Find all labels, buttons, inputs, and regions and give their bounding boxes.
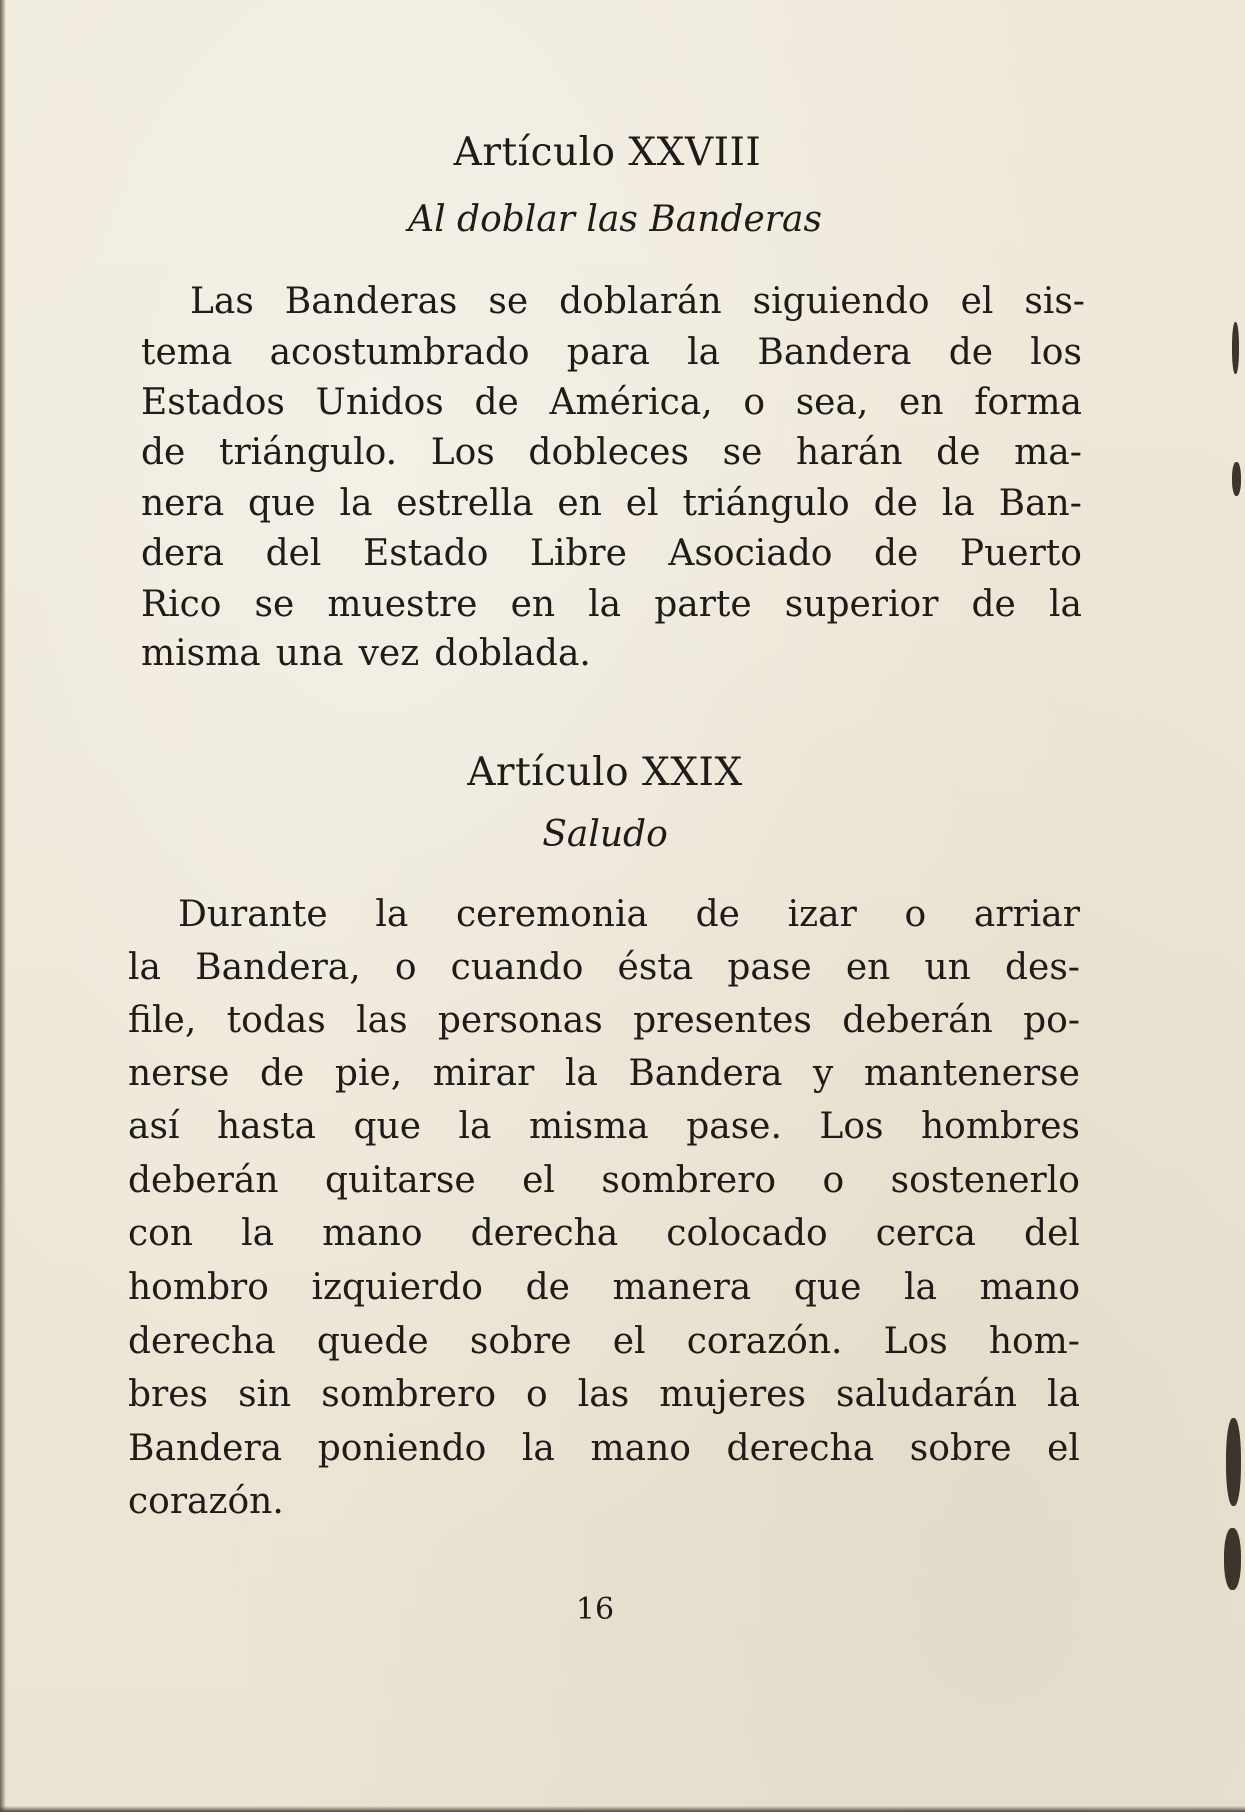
word: sombrero: [321, 1374, 496, 1415]
word: Los: [430, 432, 495, 473]
text-line: [128, 999, 1080, 1043]
text-line: [128, 1052, 1080, 1096]
word: de: [525, 1267, 570, 1308]
word: los: [1030, 332, 1082, 373]
word: la: [1048, 584, 1082, 625]
word: presentes: [633, 1000, 812, 1041]
word: Puerto: [959, 533, 1082, 574]
word: así: [128, 1106, 180, 1147]
word: corazón.: [686, 1321, 843, 1362]
word: muestre: [327, 584, 478, 625]
word: corazón.: [128, 1481, 284, 1522]
word: misma: [528, 1106, 649, 1147]
word: doblada.: [434, 633, 591, 674]
word: de: [260, 1053, 305, 1094]
word: sobre: [469, 1321, 572, 1362]
word: superior: [784, 584, 939, 625]
word: o: [822, 1160, 845, 1201]
text-line: [128, 1212, 1080, 1256]
word: sombrero: [601, 1160, 777, 1201]
word: ma-: [1014, 432, 1082, 473]
word: forma: [974, 382, 1082, 423]
page-bottom-edge: [0, 1806, 1245, 1812]
word: Bandera: [757, 332, 912, 373]
word: parte: [654, 584, 752, 625]
word: la: [375, 894, 409, 935]
word: para: [566, 332, 650, 373]
text-line: [141, 331, 1082, 375]
word: mano: [590, 1428, 691, 1469]
word: Rico: [141, 584, 222, 625]
word: bres: [128, 1374, 209, 1415]
word: se: [254, 584, 295, 625]
article-29-subheading: Saludo: [542, 814, 668, 855]
word: pase: [727, 947, 812, 988]
text-line: [141, 583, 1082, 627]
edge-stain: [1232, 322, 1239, 374]
text-line: [128, 1320, 1080, 1364]
word: hombro: [128, 1267, 269, 1308]
word: derecha: [726, 1428, 875, 1469]
word: la: [687, 332, 721, 373]
word: de: [141, 432, 186, 473]
word: Estado: [362, 533, 489, 574]
word: el: [522, 1160, 555, 1201]
word: Banderas: [284, 281, 458, 322]
word: personas: [437, 1000, 603, 1041]
word: sobre: [909, 1428, 1012, 1469]
word: quitarse: [325, 1160, 476, 1201]
word: América,: [549, 382, 713, 423]
word: la: [128, 947, 161, 988]
word: manera: [612, 1267, 752, 1308]
word: la: [241, 1213, 275, 1254]
word: hom-: [988, 1321, 1080, 1362]
word: derecha: [470, 1213, 619, 1254]
word: dera: [141, 533, 225, 574]
word: tema: [141, 332, 233, 373]
word: las: [356, 1000, 408, 1041]
word: po-: [1023, 1000, 1080, 1041]
word: quede: [316, 1321, 429, 1362]
word: del: [1024, 1213, 1080, 1254]
word: estrella: [396, 483, 534, 524]
word: el: [625, 483, 659, 524]
word: la: [339, 483, 373, 524]
word: colocado: [666, 1213, 828, 1254]
word: pase.: [686, 1106, 782, 1147]
word: la: [564, 1053, 598, 1094]
text-line: [190, 280, 1085, 324]
word: sis-: [1024, 281, 1085, 322]
word: nera: [141, 483, 225, 524]
word: y: [812, 1053, 834, 1094]
word: el: [960, 281, 994, 322]
word: en: [845, 947, 891, 988]
word: vez: [358, 633, 420, 674]
word: pie,: [334, 1053, 403, 1094]
word: nerse: [128, 1053, 230, 1094]
word: siguiendo: [752, 281, 930, 322]
word: en: [557, 483, 602, 524]
word: que: [353, 1106, 422, 1147]
word: o: [394, 947, 417, 988]
text-line: [141, 632, 1082, 676]
word: de: [873, 483, 918, 524]
text-line: [128, 1427, 1080, 1471]
word: des-: [1004, 947, 1080, 988]
word: que: [248, 483, 316, 524]
word: dobleces: [528, 432, 689, 473]
word: deberán: [128, 1160, 279, 1201]
word: hombres: [920, 1106, 1080, 1147]
word: deberán: [842, 1000, 993, 1041]
text-line: [128, 1266, 1080, 1310]
word: Asociado: [668, 533, 833, 574]
word: file,: [128, 1000, 197, 1041]
word: Libre: [529, 533, 627, 574]
edge-stain: [1232, 462, 1241, 496]
word: cerca: [875, 1213, 977, 1254]
page-left-edge: [0, 0, 6, 1812]
word: izquierdo: [311, 1267, 483, 1308]
word: de: [695, 894, 740, 935]
word: de: [936, 432, 981, 473]
word: o: [526, 1374, 548, 1415]
word: la: [588, 584, 622, 625]
word: que: [793, 1267, 862, 1308]
word: mano: [322, 1213, 423, 1254]
text-line: [141, 482, 1082, 526]
text-line: [128, 1373, 1080, 1417]
word: Durante: [178, 894, 328, 935]
word: todas: [226, 1000, 326, 1041]
word: la: [903, 1267, 937, 1308]
word: de: [873, 533, 919, 574]
word: en: [899, 382, 944, 423]
word: mujeres: [659, 1374, 806, 1415]
word: sea,: [795, 382, 869, 423]
word: del: [265, 533, 322, 574]
word: una: [275, 633, 344, 674]
word: ceremonia: [456, 894, 648, 935]
article-28-subheading: Al doblar las Banderas: [408, 199, 822, 240]
word: sin: [238, 1374, 292, 1415]
word: el: [612, 1321, 646, 1362]
word: se: [488, 281, 529, 322]
text-line: [128, 1105, 1080, 1149]
word: doblarán: [559, 281, 722, 322]
word: derecha: [128, 1321, 276, 1362]
word: de: [474, 382, 519, 423]
text-line: [141, 431, 1082, 475]
article-28-heading: Artículo XXVIII: [453, 130, 762, 175]
edge-stain: [1226, 1418, 1241, 1506]
word: las: [577, 1374, 630, 1415]
word: Bandera: [128, 1428, 283, 1469]
word: saludarán: [835, 1374, 1017, 1415]
word: la: [458, 1106, 492, 1147]
word: Bandera: [628, 1053, 783, 1094]
text-line: [141, 381, 1082, 425]
text-line: [178, 893, 1080, 937]
word: mirar: [432, 1053, 535, 1094]
text-line: [128, 1480, 1080, 1524]
word: poniendo: [317, 1428, 487, 1469]
page-number: 16: [575, 1592, 615, 1627]
article-29-heading: Artículo XXIX: [467, 750, 743, 795]
word: en: [510, 584, 556, 625]
word: se: [722, 432, 763, 473]
word: la: [1047, 1374, 1080, 1415]
word: Las: [190, 281, 254, 322]
word: Los: [819, 1106, 884, 1147]
text-line: [128, 1159, 1080, 1203]
word: el: [1047, 1428, 1080, 1469]
word: Estados: [141, 382, 285, 423]
word: la: [941, 483, 975, 524]
text-line: [141, 532, 1082, 576]
word: de: [971, 584, 1016, 625]
word: de: [948, 332, 994, 373]
word: triángulo.: [219, 432, 398, 473]
word: arriar: [973, 894, 1080, 935]
word: mantenerse: [863, 1053, 1080, 1094]
word: Ban-: [998, 483, 1082, 524]
word: mano: [979, 1267, 1080, 1308]
edge-stain: [1224, 1528, 1241, 1590]
text-line: [128, 946, 1080, 990]
word: sostenerlo: [890, 1160, 1080, 1201]
word: con: [128, 1213, 194, 1254]
word: triángulo: [682, 483, 850, 524]
word: un: [924, 947, 971, 988]
word: acostumbrado: [269, 332, 530, 373]
word: harán: [796, 432, 903, 473]
word: la: [521, 1428, 555, 1469]
word: Bandera,: [195, 947, 361, 988]
word: o: [743, 382, 766, 423]
word: cuando: [450, 947, 584, 988]
word: Unidos: [315, 382, 444, 423]
word: o: [904, 894, 927, 935]
word: izar: [787, 894, 857, 935]
word: ésta: [617, 947, 694, 988]
word: misma: [141, 633, 261, 674]
word: hasta: [216, 1106, 316, 1147]
word: Los: [883, 1321, 948, 1362]
